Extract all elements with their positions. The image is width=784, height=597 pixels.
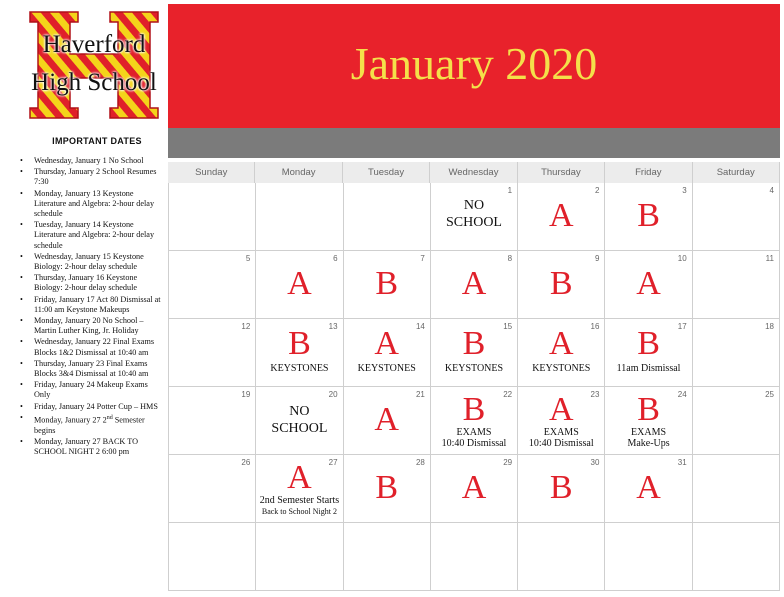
day-note: KEYSTONES — [270, 363, 329, 374]
important-date-item: • Monday, January 20 No School – Martin Luther King, Jr. Holiday — [18, 316, 166, 336]
day-note: 2nd Semester Starts — [259, 495, 340, 506]
calendar-week — [168, 455, 780, 523]
important-date-item: • Thursday, January 2 School Resumes 7:30 — [18, 167, 166, 187]
day-note: KEYSTONES — [444, 363, 504, 374]
calendar-day-cell — [518, 387, 605, 455]
day-number: 28 — [415, 458, 425, 467]
day-note: EXAMS — [456, 427, 492, 438]
day-letter: A — [287, 265, 312, 302]
logo-line-2: High School — [31, 69, 157, 96]
day-number: 22 — [503, 390, 513, 399]
weekday-header: Friday — [605, 162, 692, 183]
day-number: 29 — [503, 458, 513, 467]
header-band — [168, 128, 780, 158]
important-date-item: • Thursday, January 23 Final Exams Blocks 3&4 Dismissal at 10:40 am — [18, 359, 166, 379]
day-note-secondary: Back to School Night 2 — [261, 507, 337, 516]
day-letter: A — [548, 391, 574, 428]
day-note: EXAMS — [543, 427, 579, 438]
important-date-item: • Wednesday, January 22 Final Exams Blocks 1&2 Dismissal at 10:40 am — [18, 337, 166, 357]
day-letter: A — [461, 265, 487, 302]
weekday-header: Thursday — [518, 162, 605, 183]
weekday-header: Wednesday — [430, 162, 517, 183]
h-logo-icon — [26, 6, 162, 124]
important-date-item: • Friday, January 17 Act 80 Dismissal at 11:00 am Keystone Makeups — [18, 295, 166, 315]
calendar-day-cell — [344, 523, 431, 591]
calendar-day-cell — [431, 183, 518, 251]
calendar-day-cell — [693, 251, 780, 319]
calendar-day-cell — [256, 183, 343, 251]
day-number: 25 — [765, 390, 774, 399]
calendar-day-cell — [344, 455, 431, 523]
calendar-week — [168, 387, 780, 455]
calendar-day-cell — [518, 183, 605, 251]
day-letter: A — [636, 265, 661, 302]
calendar-day-cell — [518, 455, 605, 523]
weekday-header-row — [168, 162, 780, 183]
calendar-day-cell — [431, 455, 518, 523]
day-number: 10 — [677, 254, 687, 263]
day-number: 1 — [507, 186, 513, 195]
calendar-day-cell — [168, 523, 256, 591]
important-date-item: • Monday, January 13 Keystone Literature and Algebra: 2-hour delay schedule — [18, 189, 166, 220]
day-letter: A — [374, 401, 399, 438]
school-logo — [26, 6, 162, 124]
no-school-label: NO SCHOOL — [445, 198, 502, 230]
weekday-header: Sunday — [168, 162, 255, 183]
calendar-day-cell — [168, 319, 256, 387]
calendar-day-cell — [256, 523, 343, 591]
calendar-day-cell — [518, 251, 605, 319]
day-number: 8 — [507, 254, 513, 263]
calendar-day-cell — [605, 251, 692, 319]
day-number: 5 — [245, 254, 251, 263]
calendar-day-cell — [168, 455, 256, 523]
day-number: 24 — [677, 390, 687, 399]
day-letter: B — [637, 197, 660, 234]
day-number: 21 — [415, 390, 425, 399]
logo-line-1: Haverford — [42, 31, 146, 58]
calendar-day-cell — [431, 251, 518, 319]
important-date-item: • Wednesday, January 15 Keystone Biology: 2-hour delay schedule — [18, 252, 166, 272]
calendar-day-cell — [168, 387, 256, 455]
day-number: 31 — [677, 458, 687, 467]
calendar-day-cell — [344, 387, 431, 455]
day-note: 11am Dismissal — [616, 363, 681, 374]
day-number: 20 — [328, 390, 338, 399]
calendar-day-cell — [605, 455, 692, 523]
calendar-day-cell — [344, 251, 431, 319]
calendar-day-cell — [693, 523, 780, 591]
day-number: 16 — [590, 322, 600, 331]
important-dates-title: IMPORTANT DATES — [52, 136, 142, 146]
day-letter: B — [549, 469, 573, 506]
calendar-day-cell — [605, 183, 692, 251]
day-letter: B — [375, 265, 399, 302]
calendar-day-cell — [518, 319, 605, 387]
day-number: 3 — [682, 186, 687, 195]
day-number: 26 — [241, 458, 251, 467]
calendar-day-cell — [605, 387, 692, 455]
day-note-secondary: 10:40 Dismissal — [441, 438, 507, 449]
important-date-item: • Thursday, January 16 Keystone Biology: 2-hour delay schedule — [18, 273, 166, 293]
day-note: KEYSTONES — [532, 363, 591, 374]
calendar-day-cell — [605, 523, 692, 591]
calendar-day-cell — [431, 523, 518, 591]
calendar-day-cell — [256, 251, 343, 319]
day-letter: B — [288, 325, 311, 362]
day-number: 13 — [328, 322, 338, 331]
important-date-item: • Monday, January 27 2nd Semester begins — [18, 413, 166, 436]
no-school-label: NO SCHOOL — [271, 404, 328, 436]
calendar-day-cell — [256, 387, 343, 455]
day-number: 18 — [765, 322, 774, 331]
month-header — [168, 4, 780, 128]
day-letter: B — [375, 469, 399, 506]
calendar-day-cell — [693, 319, 780, 387]
day-note: EXAMS — [631, 427, 667, 438]
day-number: 7 — [420, 254, 425, 263]
day-letter: A — [461, 469, 487, 506]
calendar-day-cell — [168, 183, 256, 251]
important-date-item: • Friday, January 24 Makeup Exams Only — [18, 380, 166, 400]
day-number: 23 — [590, 390, 600, 399]
day-letter: B — [637, 391, 660, 428]
day-note-secondary: 10:40 Dismissal — [528, 438, 594, 449]
day-letter: A — [548, 325, 574, 362]
day-note: KEYSTONES — [357, 363, 416, 374]
calendar-day-cell — [693, 455, 780, 523]
calendar-day-cell — [431, 387, 518, 455]
day-number: 27 — [328, 458, 338, 467]
important-date-item: • Wednesday, January 1 No School — [18, 156, 166, 166]
day-letter: A — [374, 325, 399, 362]
day-letter: B — [637, 325, 660, 362]
calendar-grid — [168, 162, 780, 590]
calendar-day-cell — [518, 523, 605, 591]
calendar-week — [168, 319, 780, 387]
important-date-item: • Tuesday, January 14 Keystone Literature and Algebra: 2-hour delay schedule — [18, 220, 166, 251]
day-letter: A — [548, 197, 574, 234]
calendar-day-cell — [693, 387, 780, 455]
calendar-week — [168, 251, 780, 319]
day-letter: B — [549, 265, 573, 302]
day-number: 4 — [769, 186, 774, 195]
calendar-day-cell — [344, 183, 431, 251]
calendar-weeks — [168, 183, 780, 591]
important-date-item: • Friday, January 24 Potter Cup – HMS — [18, 402, 166, 412]
day-number: 11 — [765, 254, 774, 263]
calendar-day-cell — [344, 319, 431, 387]
weekday-header: Saturday — [693, 162, 780, 183]
calendar-week — [168, 523, 780, 591]
calendar-day-cell — [256, 319, 343, 387]
day-number: 12 — [241, 322, 251, 331]
calendar-day-cell — [693, 183, 780, 251]
important-dates-list — [18, 156, 166, 457]
important-date-item: • Monday, January 27 BACK TO SCHOOL NIGHT 2 6:00 pm — [18, 437, 166, 457]
calendar-day-cell — [605, 319, 692, 387]
day-number: 17 — [677, 322, 687, 331]
calendar-day-cell — [431, 319, 518, 387]
calendar-day-cell — [256, 455, 343, 523]
calendar-week — [168, 183, 780, 251]
important-dates-panel — [18, 136, 166, 458]
weekday-header: Tuesday — [343, 162, 430, 183]
day-letter: B — [462, 325, 486, 362]
day-note-secondary: Make-Ups — [627, 438, 670, 449]
day-letter: A — [287, 459, 312, 496]
day-number: 9 — [594, 254, 600, 263]
day-letter: B — [462, 391, 486, 428]
day-number: 6 — [333, 254, 338, 263]
day-number: 30 — [590, 458, 600, 467]
month-title: January 2020 — [350, 38, 598, 89]
day-number: 15 — [503, 322, 513, 331]
day-number: 2 — [594, 186, 600, 195]
day-number: 19 — [241, 390, 251, 399]
day-letter: A — [636, 469, 661, 506]
weekday-header: Monday — [255, 162, 342, 183]
day-number: 14 — [415, 322, 425, 331]
calendar-day-cell — [168, 251, 256, 319]
